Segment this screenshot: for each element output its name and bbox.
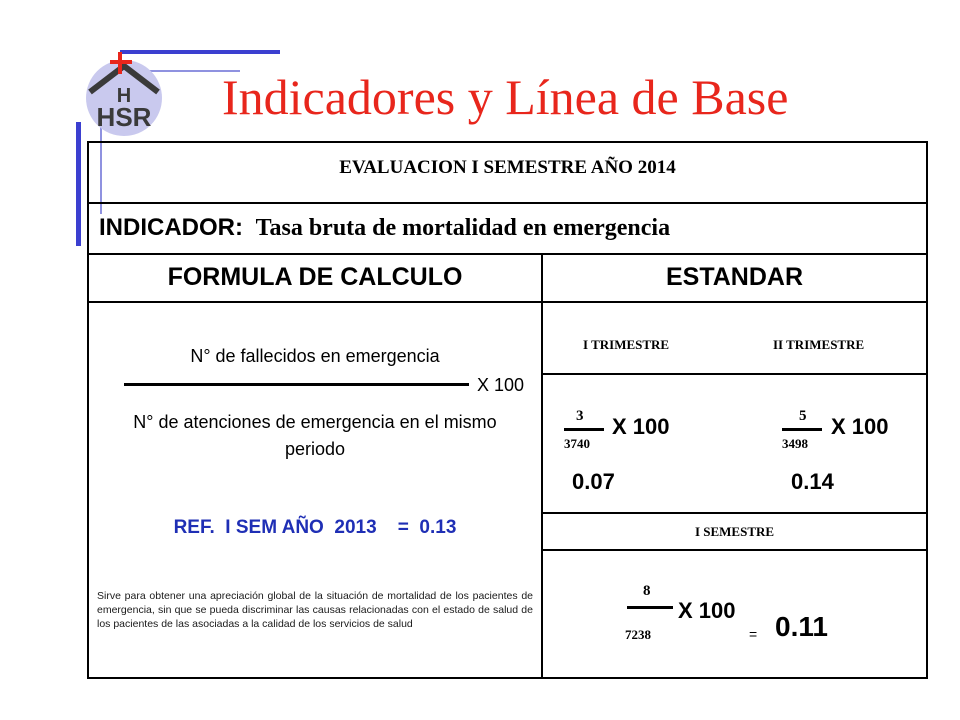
column-divider <box>541 253 543 679</box>
q2-fraction-bar <box>782 428 822 431</box>
semester-label: I SEMESTRE <box>694 524 775 539</box>
row-divider <box>541 512 926 514</box>
hospital-logo <box>78 50 170 142</box>
q1-label: I TRIMESTRE <box>583 337 670 352</box>
q2-label: II TRIMESTRE <box>773 337 865 352</box>
semester-fraction-bar <box>627 606 673 609</box>
q2-result: 0.14 <box>791 469 834 494</box>
column-header-formula: FORMULA DE CALCULO <box>167 263 463 291</box>
indicator-label: INDICADOR: <box>99 214 243 241</box>
row-divider <box>541 373 926 375</box>
table-heading: EVALUACION I SEMESTRE AÑO 2014 <box>339 157 676 178</box>
column-header-standard: ESTANDAR <box>665 263 804 291</box>
svg-text:H: H <box>116 85 132 107</box>
slide-title: Indicadores y Línea de Base <box>222 69 789 125</box>
indicator-value: Tasa bruta de mortalidad en emergencia <box>255 215 671 241</box>
formula-numerator: N° de fallecidos en emergencia <box>190 346 440 366</box>
semester-equals: = <box>749 626 758 642</box>
semester-numerator: 8 <box>643 583 651 599</box>
formula-fraction-bar <box>124 383 469 386</box>
row-divider <box>89 202 926 204</box>
reference-value: REF. I SEM AÑO 2013 = 0.13 <box>173 517 457 538</box>
formula-denominator-line2: periodo <box>284 439 346 459</box>
row-divider <box>89 301 926 303</box>
q2-multiplier: X 100 <box>831 414 889 439</box>
q1-fraction-bar <box>564 428 604 431</box>
row-divider <box>89 253 926 255</box>
indicator-row <box>99 214 919 242</box>
semester-result: 0.11 <box>775 611 828 642</box>
svg-text:HSR: HSR <box>96 102 152 132</box>
formula-denominator <box>89 409 541 463</box>
row-divider <box>541 549 926 551</box>
q1-denominator: 3740 <box>564 436 590 451</box>
q2-numerator: 5 <box>799 408 807 424</box>
q1-result: 0.07 <box>572 469 615 494</box>
q1-multiplier: X 100 <box>612 414 670 439</box>
q2-denominator: 3498 <box>782 436 808 451</box>
indicator-description: Sirve para obtener una apreciación global de la situación de mortalidad de los pacientes de emergencia, sin que se pueda discriminar las causas relacionadas con el estado de salud de los pacientes de las asociadas a la calidad de los servicios de salud <box>97 590 533 630</box>
semester-multiplier: X 100 <box>678 598 736 623</box>
formula-multiplier: X 100 <box>477 375 525 395</box>
evaluation-table <box>87 141 928 679</box>
formula-denominator-line1: N° de atenciones de emergencia en el mismo <box>133 412 497 432</box>
q1-numerator: 3 <box>576 408 584 424</box>
semester-denominator: 7238 <box>625 627 651 642</box>
